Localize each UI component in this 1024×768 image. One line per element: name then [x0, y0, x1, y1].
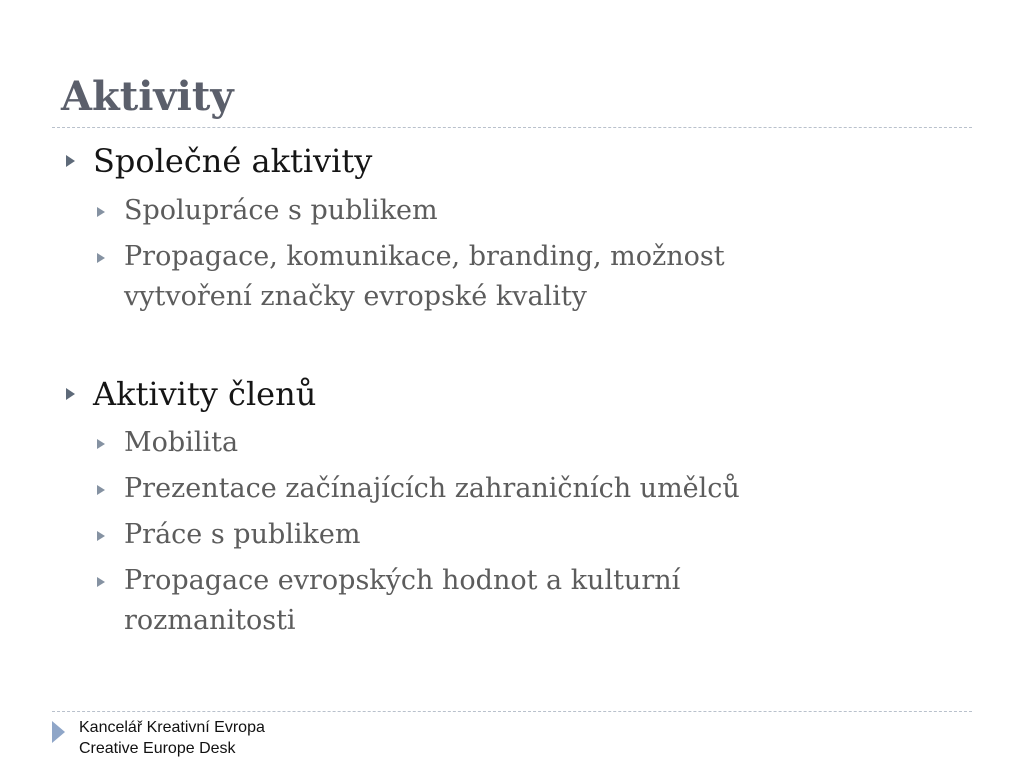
list-item: Spolupráce s publikem	[124, 195, 438, 226]
triangle-bullet-icon	[97, 485, 105, 495]
section-heading: Společné aktivity	[93, 142, 373, 180]
triangle-bullet-icon	[66, 388, 75, 400]
slide-title: Aktivity	[61, 73, 234, 120]
triangle-bullet-icon	[97, 439, 105, 449]
section-heading: Aktivity členů	[93, 375, 317, 413]
triangle-bullet-icon	[97, 531, 105, 541]
footer-arrow-icon	[52, 721, 65, 743]
list-item: Prezentace začínajících zahraničních umělců	[124, 473, 740, 504]
triangle-bullet-icon	[97, 577, 105, 587]
triangle-bullet-icon	[97, 253, 105, 263]
triangle-bullet-icon	[97, 207, 105, 217]
list-item: Práce s publikem	[124, 519, 361, 550]
title-divider	[52, 127, 972, 128]
list-item: Mobilita	[124, 427, 239, 458]
footer-line-1: Kancelář Kreativní Evropa	[79, 719, 265, 736]
footer-line-2: Creative Europe Desk	[79, 740, 236, 757]
footer-divider	[52, 711, 972, 712]
triangle-bullet-icon	[66, 155, 75, 167]
list-item: Propagace, komunikace, branding, možnost vytvoření značky evropské kvality	[124, 241, 725, 312]
list-item: Propagace evropských hodnot a kulturní rozmanitosti	[124, 565, 681, 636]
